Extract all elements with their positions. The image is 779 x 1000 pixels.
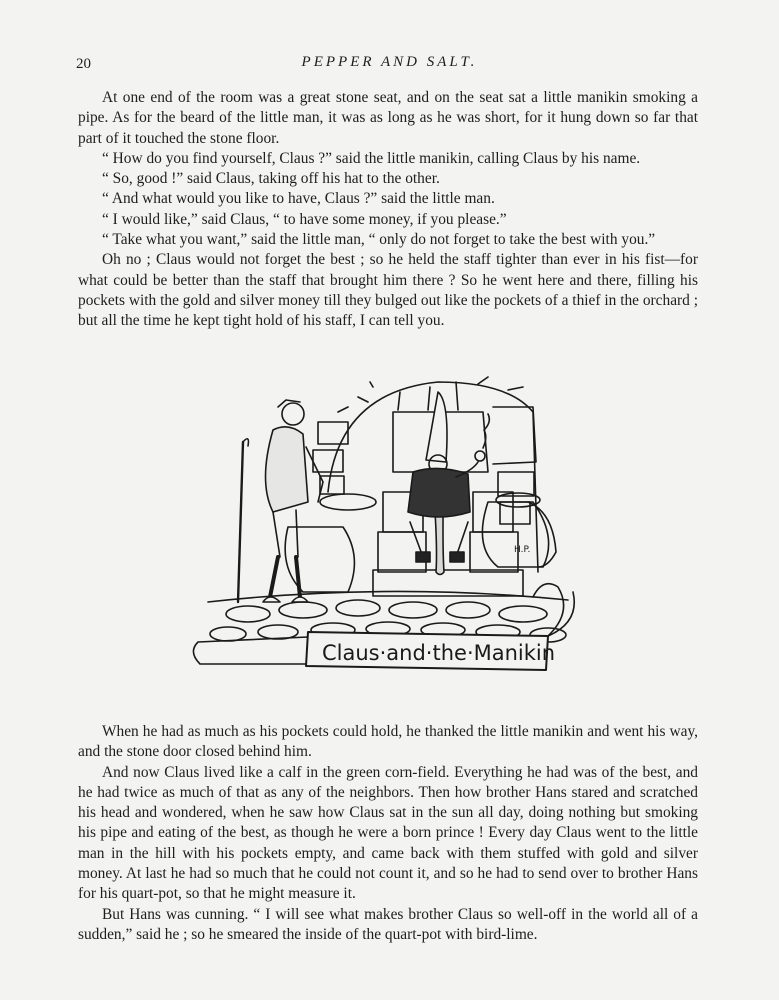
paragraph: But Hans was cunning. “ I will see what makes brother Claus so well-off in the world all of a sudden,” said he ; so he smeared the inside of the quart-pot with bird-lime. xyxy=(78,905,698,943)
running-title: PEPPER AND SALT. xyxy=(301,54,478,70)
paragraph: “ How do you find yourself, Claus ?” said the little manikin, calling Claus by his name. xyxy=(102,149,641,167)
illustration-claus-and-manikin xyxy=(188,352,584,692)
paragraph: Oh no ; Claus would not forget the best ; so he held the staff tighter than ever in his fist—for what could be better than the staff that brought him there ? So he went here and there, filling his pockets with the gold and silver money till they bulged out like the pockets of a thief in the orchard ; but all the time he kept tight hold of his staff, I can tell you. xyxy=(78,251,698,330)
paragraph: “ And what would you like to have, Claus ?” said the little man. xyxy=(102,190,495,208)
paragraph: “ Take what you want,” said the little man, “ only do not forget to take the best with you.” xyxy=(102,231,656,249)
illustrator-monogram: H.P. xyxy=(514,545,531,555)
manikin-figure xyxy=(408,392,489,575)
claus-figure xyxy=(238,400,323,602)
page-number: 20 xyxy=(76,56,91,72)
paragraph: At one end of the room was a great stone seat, and on the seat sat a little manikin smoking a pipe. As for the beard of the little man, it was as long as he was short, for it hung down so far that part of it touched the stone floor. xyxy=(78,89,698,147)
paragraph: “ I would like,” said Claus, “ to have some money, if you please.” xyxy=(102,210,507,228)
paragraph: When he had as much as his pockets could hold, he thanked the little manikin and went his way, and the stone door closed behind him. xyxy=(78,723,698,761)
illustration-caption: Claus·and·the·Manikin xyxy=(322,641,556,665)
body-text-top xyxy=(78,88,698,332)
paragraph: And now Claus lived like a calf in the green corn-field. Everything he had was of the best, and he had twice as much of that as any of the neighbors. Then how brother Hans stared and scratched his head and wondered, when he saw how Claus sat in the sun all day, doing nothing but smoking his pipe and eating of the best, as though he were a born prince ! Every day Claus went to the little man in the hill with his pockets empty, and came back with them stuffed with gold and silver money. At last he had so much that he could not count it, and so he had to send over to brother Hans for his quart-pot, so that he might measure it. xyxy=(78,763,698,903)
body-text-bottom xyxy=(78,722,698,945)
paragraph: “ So, good !” said Claus, taking off his hat to the other. xyxy=(102,170,440,188)
